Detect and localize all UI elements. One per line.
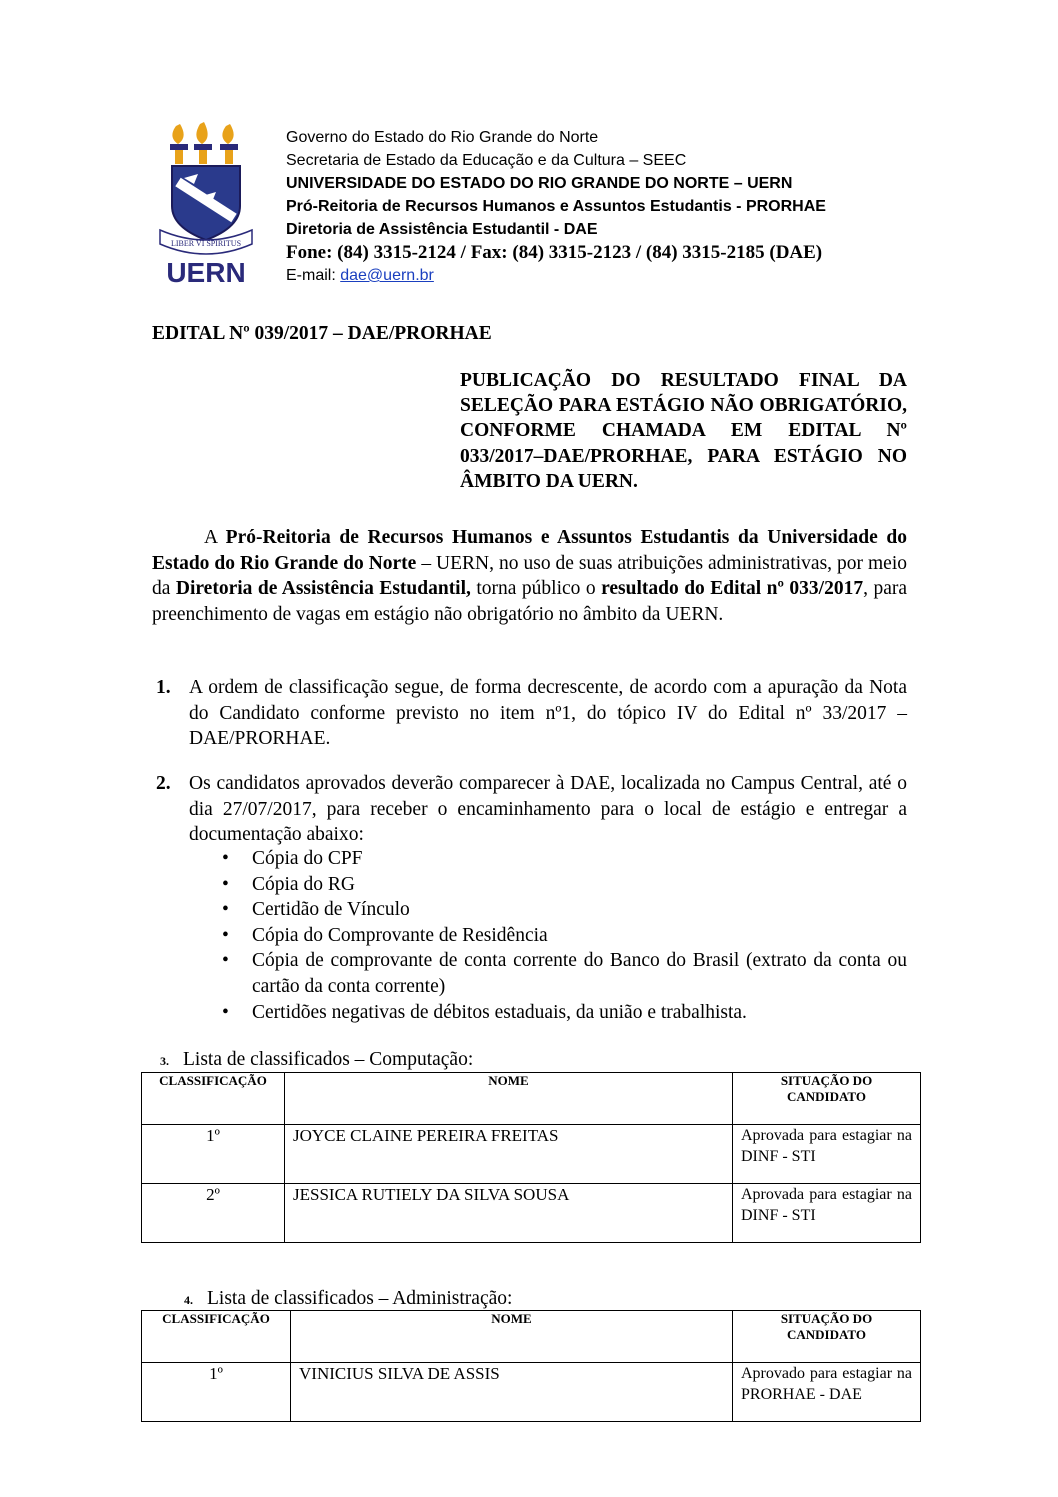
cell-situacao: Aprovada para estagiar na DINF - STI	[733, 1125, 921, 1184]
header-line-dae: Diretoria de Assistência Estudantil - DAE	[286, 221, 598, 238]
list-item: • Cópia do RG	[252, 872, 907, 898]
list-item: • Certidão de Vínculo	[252, 897, 907, 923]
list-item	[156, 771, 907, 848]
cell-nome: JOYCE CLAINE PEREIRA FREITAS	[285, 1125, 733, 1184]
cell-situacao: Aprovada para estagiar na DINF - STI	[733, 1184, 921, 1243]
intro-dae: Diretoria de Assistência Estudantil,	[175, 578, 471, 600]
letterhead	[286, 126, 1006, 287]
col-header-nome: NOME	[291, 1311, 733, 1363]
list-item: • Cópia do CPF	[252, 846, 907, 872]
col-header-situacao: SITUAÇÃO DO CANDIDATO	[733, 1073, 921, 1125]
col-header-classificacao: CLASSIFICAÇÃO	[142, 1311, 291, 1363]
cell-nome: VINICIUS SILVA DE ASSIS	[291, 1363, 733, 1422]
documents-list	[252, 846, 907, 1025]
intro-resultado: resultado do Edital nº 033/2017	[601, 578, 864, 600]
table-row	[142, 1184, 921, 1243]
header-line-email	[286, 264, 1006, 287]
logo-motto: LIBER VI SPIRITUS	[170, 239, 242, 248]
item-text: A ordem de classificação segue, de forma decrescente, de acordo com a apuração da Nota do Candidato conforme previsto no item nº1, do tópico IV do Edital nº 33/2017 – DAE/PRORHAE.	[189, 677, 907, 750]
table-administracao	[141, 1310, 921, 1422]
header-line-governo: Governo do Estado do Rio Grande do Norte	[286, 129, 599, 146]
col-header-situacao: SITUAÇÃO DO CANDIDATO	[733, 1311, 921, 1363]
header-line-secretaria: Secretaria de Estado da Educação e da Cultura – SEEC	[286, 152, 687, 169]
list-item: • Cópia de comprovante de conta corrente do Banco do Brasil (extrato da conta ou cartão da conta corrente)	[252, 948, 907, 999]
col-header-classificacao: CLASSIFICAÇÃO	[142, 1073, 285, 1125]
uern-logo	[156, 122, 256, 287]
table-row	[142, 1363, 921, 1422]
cell-nome: JESSICA RUTIELY DA SILVA SOUSA	[285, 1184, 733, 1243]
email-label: E-mail:	[286, 267, 341, 284]
intro-prorhae: Pró-Reitoria de Recursos Humanos e Assuntos Estudantis da Universidade do Estado do Rio Grande do Norte	[152, 527, 907, 574]
section-title-computacao: 3. Lista de classificados – Computação:	[160, 1049, 474, 1070]
cell-classificacao: 1º	[142, 1125, 285, 1184]
list-item: • Certidões negativas de débitos estaduais, da união e trabalhista.	[252, 1000, 907, 1026]
table-header-row	[142, 1073, 921, 1125]
table-header-row	[142, 1311, 921, 1363]
section-title-administracao: 4. Lista de classificados – Administração:	[184, 1288, 513, 1309]
cell-classificacao: 2º	[142, 1184, 285, 1243]
cell-classificacao: 1º	[142, 1363, 291, 1422]
table-row	[142, 1125, 921, 1184]
torch-icon	[170, 122, 238, 164]
edital-title: EDITAL Nº 039/2017 – DAE/PRORHAE	[152, 323, 492, 344]
header-line-universidade: UNIVERSIDADE DO ESTADO DO RIO GRANDE DO NORTE – UERN	[286, 175, 793, 192]
header-line-phone: Fone: (84) 3315-2124 / Fax: (84) 3315-2123 / (84) 3315-2185 (DAE)	[286, 242, 823, 263]
intro-paragraph: A Pró-Reitoria de Recursos Humanos e Assuntos Estudantis da Universidade do Estado do Rio Grande do Norte – UERN, no uso de suas atribuições administrativas, por meio da Diretoria de Assistência Estudantil, torna público o resultado do Edital nº 033/2017, para preenchimento de vagas em estágio não obrigatório no âmbito da UERN.	[152, 527, 908, 625]
item-number: 2.	[156, 773, 171, 794]
uern-crest-icon	[156, 122, 256, 287]
table-computacao	[141, 1072, 921, 1243]
cell-situacao: Aprovado para estagiar na PRORHAE - DAE	[733, 1363, 921, 1422]
item-number: 1.	[156, 677, 171, 698]
email-link[interactable]: dae@uern.br	[340, 267, 434, 284]
logo-text: UERN	[166, 257, 246, 287]
list-item: • Cópia do Comprovante de Residência	[252, 923, 907, 949]
header-line-prorhae: Pró-Reitoria de Recursos Humanos e Assuntos Estudantis - PRORHAE	[286, 198, 826, 215]
edital-subject: PUBLICAÇÃO DO RESULTADO FINAL DA SELEÇÃO PARA ESTÁGIO NÃO OBRIGATÓRIO, CONFORME CHAMADA EM EDITAL Nº 033/2017–DAE/PRORHAE, PARA ESTÁGIO NO ÂMBITO DA UERN.	[460, 370, 907, 492]
col-header-nome: NOME	[285, 1073, 733, 1125]
list-item	[156, 675, 907, 752]
item-text: Os candidatos aprovados deverão comparecer à DAE, localizada no Campus Central, até o dia 27/07/2017, para receber o encaminhamento para o local de estágio e entregar a documentação abaixo:	[189, 773, 907, 846]
